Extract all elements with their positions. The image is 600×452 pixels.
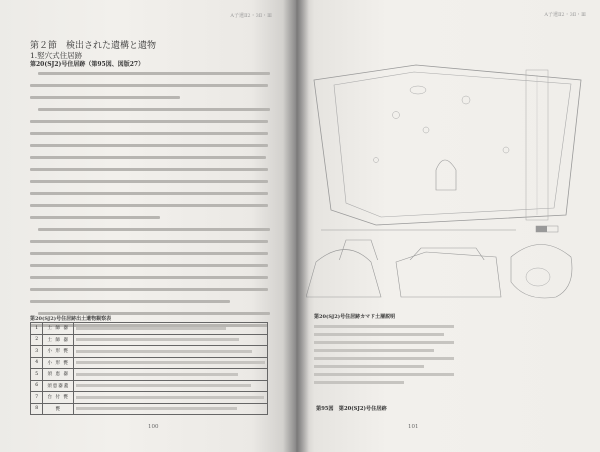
table-row	[31, 403, 268, 415]
page-number: 100	[148, 424, 159, 430]
row-number: 6	[31, 380, 43, 392]
row-number: 5	[31, 369, 43, 381]
row-number: 1	[31, 323, 43, 335]
artifact-table	[30, 322, 268, 415]
table-row	[31, 369, 268, 381]
row-description	[74, 369, 268, 381]
table-row	[31, 380, 268, 392]
page-number: 101	[408, 424, 419, 430]
row-category: 須恵器蓋	[43, 380, 74, 392]
row-category: 小 形 甕	[43, 346, 74, 358]
row-number: 4	[31, 357, 43, 369]
row-description	[74, 403, 268, 415]
section-title: 第２節 検出された遺構と遺物	[30, 41, 157, 51]
row-description	[74, 323, 268, 335]
row-category: 甕	[43, 403, 74, 415]
row-category: 土 師 器	[43, 334, 74, 346]
row-category: 小 形 甕	[43, 357, 74, 369]
row-description	[74, 380, 268, 392]
layer-lines	[314, 322, 464, 389]
table-row	[31, 392, 268, 404]
row-description	[74, 346, 268, 358]
right-page	[296, 0, 600, 452]
running-head: A子遺Ⅱ2・3Ⅱ・Ⅲ	[544, 12, 586, 18]
hearth-section-figure	[306, 222, 594, 317]
row-description	[74, 357, 268, 369]
table-row	[31, 323, 268, 335]
row-category: 須 恵 器	[43, 369, 74, 381]
row-category: 土 師 器	[43, 323, 74, 335]
row-category: 台 付 甕	[43, 392, 74, 404]
book-gutter	[283, 0, 309, 452]
left-page	[0, 0, 296, 452]
table-row	[31, 334, 268, 346]
table-row	[31, 346, 268, 358]
row-number: 7	[31, 392, 43, 404]
feature-heading: 第20(SJ2)号住居跡（第95図、図版27）	[30, 61, 145, 68]
row-number: 8	[31, 403, 43, 415]
row-description	[74, 392, 268, 404]
body-text	[30, 68, 270, 332]
row-number: 2	[31, 334, 43, 346]
table-row	[31, 357, 268, 369]
caption-title: 第20(SJ2)号住居跡カマド土層説明	[314, 314, 396, 320]
row-description	[74, 334, 268, 346]
row-number: 3	[31, 346, 43, 358]
subsection-title: 1.竪穴式住居跡	[30, 51, 83, 60]
running-head: A子遺Ⅱ2・3Ⅱ・Ⅲ	[230, 13, 272, 19]
table-caption: 第20(SJ2)号住居跡出土遺物観察表	[30, 316, 112, 322]
figure-label: 第95図 第20(SJ2)号住居跡	[316, 406, 387, 412]
